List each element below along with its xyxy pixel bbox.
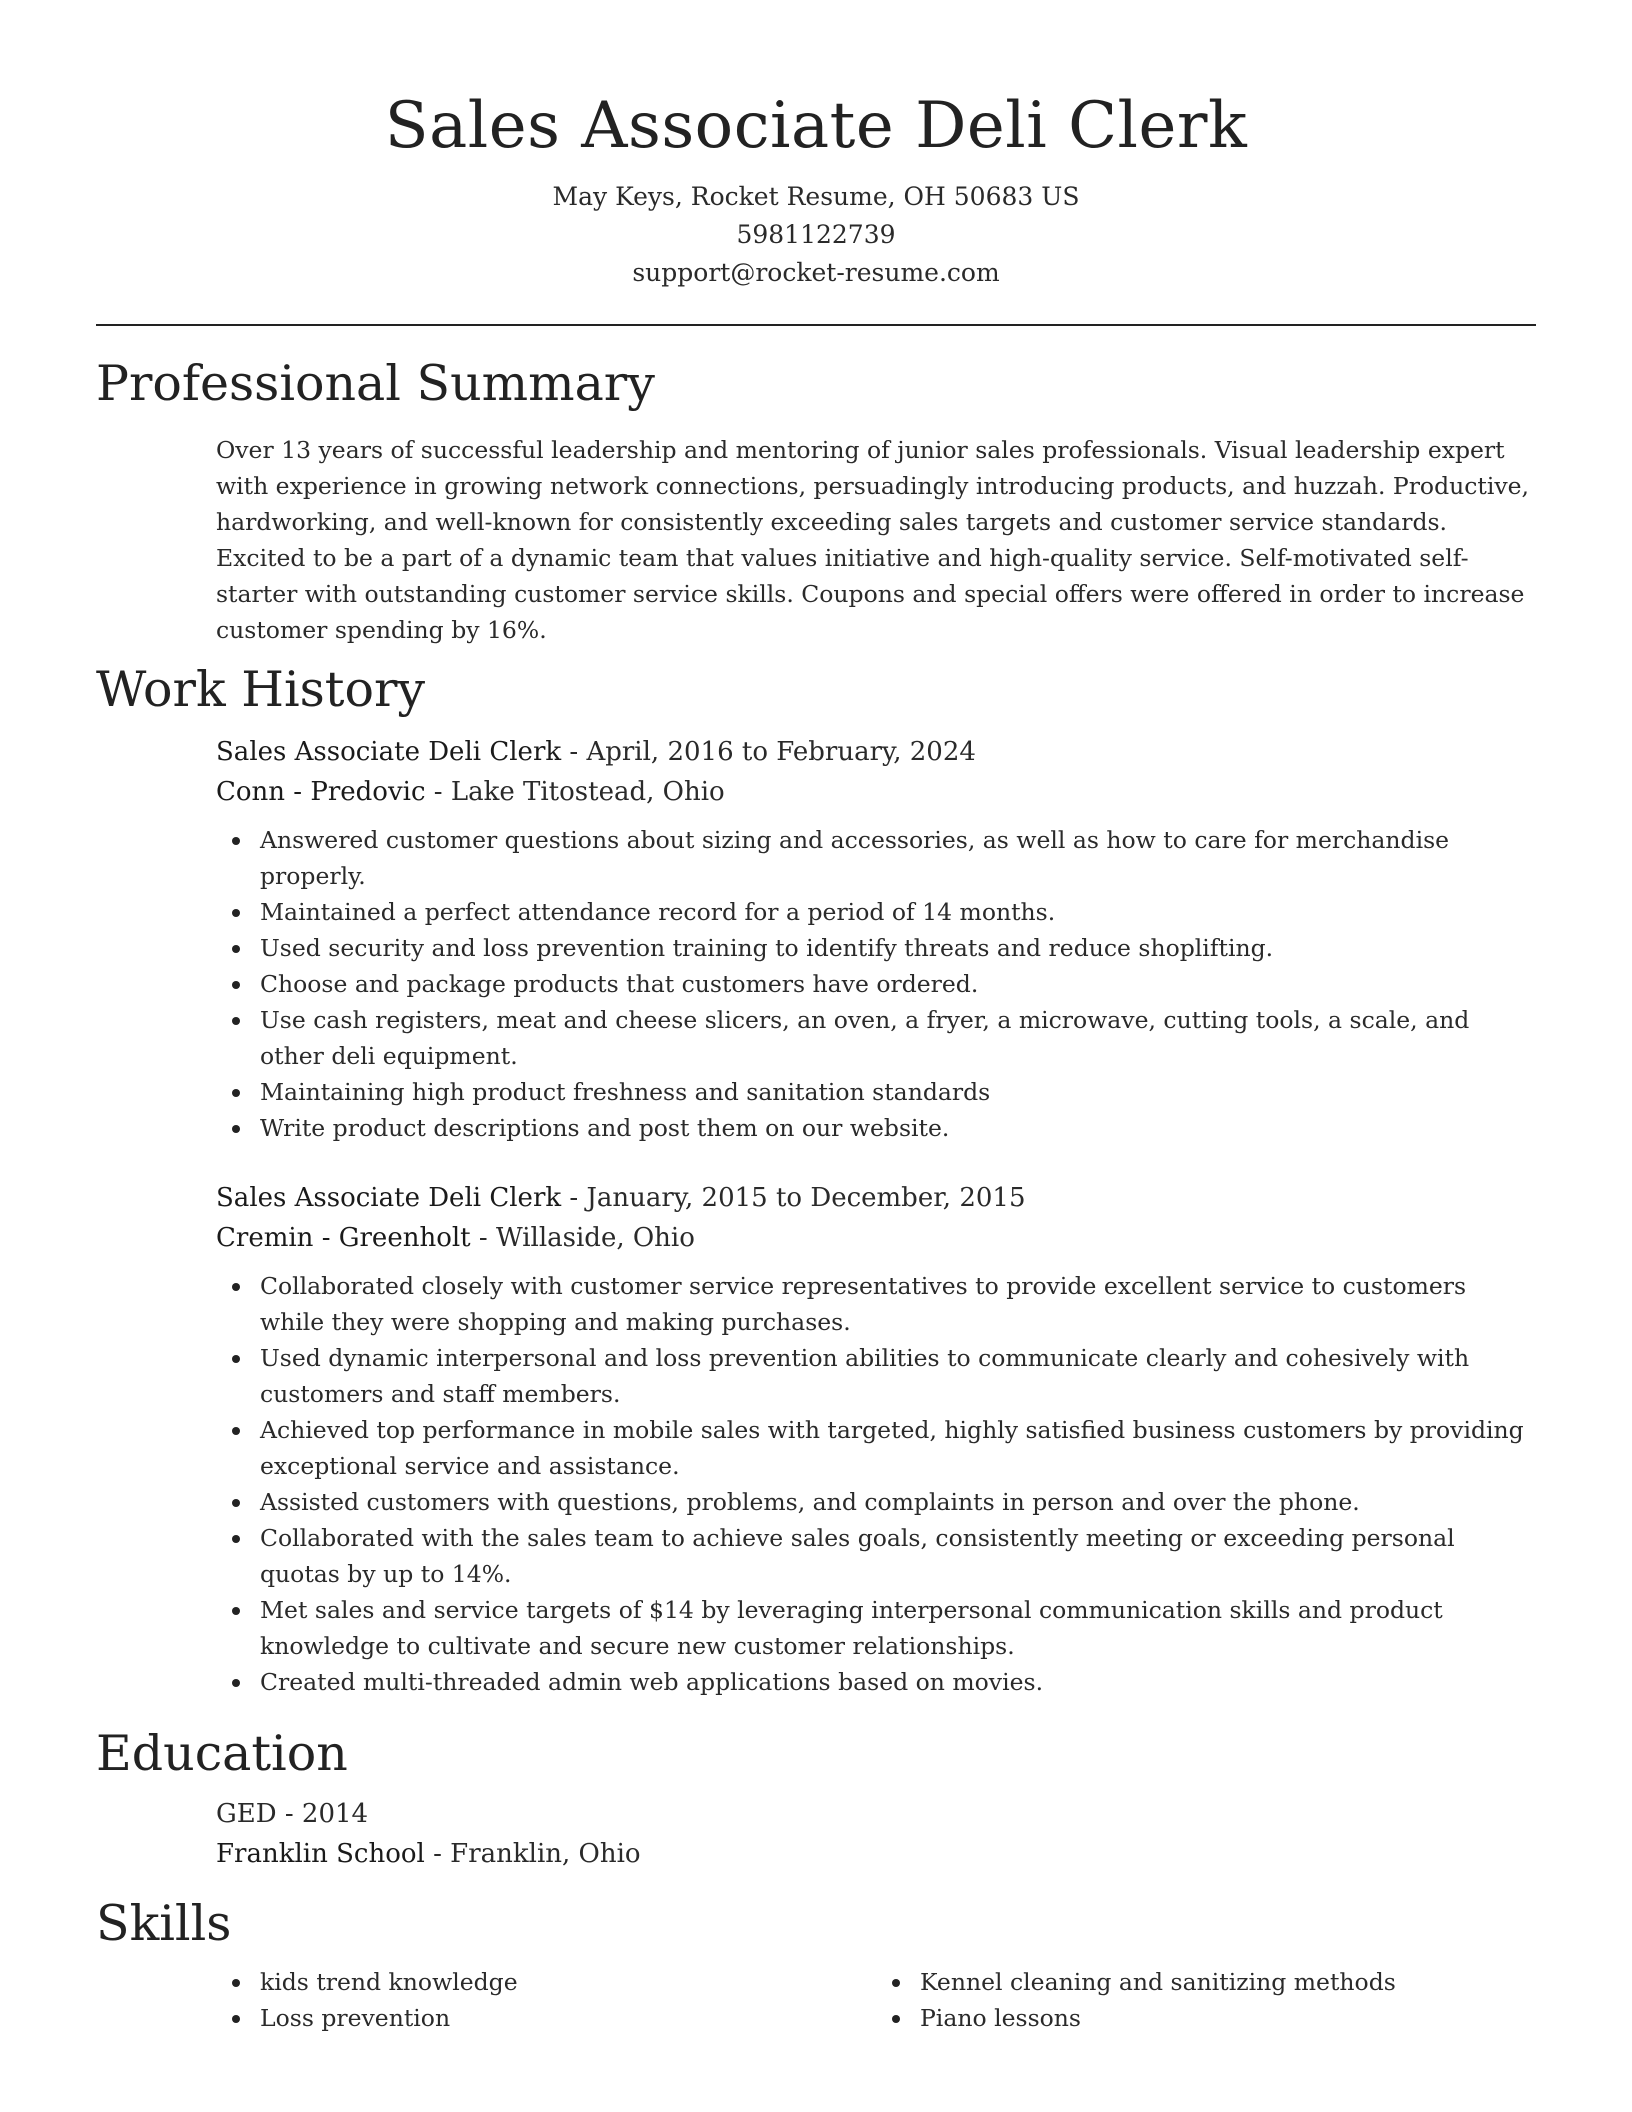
job-title: Sales Associate Deli Clerk [216, 737, 562, 767]
job-company: Conn - Predovic [216, 777, 426, 807]
list-item: Achieved top performance in mobile sales with targeted, highly satisfied business customers by providing exceptional service and assistance. [260, 1412, 1536, 1484]
education-section [96, 1724, 1536, 1874]
job-duties [216, 1268, 1536, 1700]
list-item: Maintaining high product freshness and sanitation standards [260, 1074, 1536, 1110]
work-history-section [96, 660, 1536, 1700]
school-name: Franklin School [216, 1839, 425, 1869]
skills-title: Skills [96, 1895, 232, 1952]
skills-section [96, 1894, 1536, 2036]
list-item: Assisted customers with questions, problems, and complaints in person and over the phone. [260, 1484, 1536, 1520]
school-location: - Franklin, Ohio [424, 1839, 641, 1869]
address: May Keys, Rocket Resume, OH 50683 US [552, 182, 1080, 211]
degree: GED - 2014 [216, 1799, 369, 1829]
header-divider [96, 324, 1536, 326]
skills-list-right [876, 1964, 1536, 2036]
email: support@rocket-resume.com [632, 258, 1000, 287]
list-item: Answered customer questions about sizing and accessories, as well as how to care for merchandise properly. [260, 822, 1536, 894]
list-item: Collaborated closely with customer service representatives to provide excellent service to customers while they were shopping and making purchases. [260, 1268, 1536, 1340]
summary-section [96, 354, 1536, 648]
job-company: Cremin - Greenholt [216, 1223, 471, 1253]
summary-title: Professional Summary [96, 355, 655, 412]
contact-info [96, 178, 1536, 292]
candidate-name: Sales Associate Deli Clerk [384, 89, 1248, 163]
list-item: Used dynamic interpersonal and loss prevention abilities to communicate clearly and cohesively with customers and staff members. [260, 1340, 1536, 1412]
list-item: Kennel cleaning and sanitizing methods [920, 1964, 1536, 2000]
job-location: - Lake Titostead, Ohio [425, 777, 725, 807]
list-item: Maintained a perfect attendance record for a period of 14 months. [260, 894, 1536, 930]
resume-page [96, 0, 1536, 2036]
list-item: Created multi-threaded admin web applications based on movies. [260, 1664, 1536, 1700]
list-item: Loss prevention [260, 2000, 876, 2036]
list-item: Used security and loss prevention training to identify threats and reduce shoplifting. [260, 930, 1536, 966]
job-entry [216, 1178, 1536, 1700]
list-item: kids trend knowledge [260, 1964, 876, 2000]
resume-header [96, 0, 1536, 292]
summary-text: Over 13 years of successful leadership and mentoring of junior sales professionals. Visual leadership expert with experience in growing network connections, persuadingly introducing products, and huzzah. Productive, hardworking, and well-known for consistently exceeding sales targets and customer service standards. Excited to be a part of a dynamic team that values initiative and high-quality service. Self-motivated self-starter with outstanding customer service skills. Coupons and special offers were offered in order to increase customer spending by 16%. [216, 436, 1530, 644]
work-history-title: Work History [96, 661, 426, 718]
job-title: Sales Associate Deli Clerk [216, 1183, 562, 1213]
education-title: Education [96, 1725, 348, 1782]
phone: 5981122739 [736, 220, 896, 249]
job-dates: - April, 2016 to February, 2024 [561, 737, 976, 767]
job-location: - Willaside, Ohio [470, 1223, 695, 1253]
job-dates: - January, 2015 to December, 2015 [561, 1183, 1026, 1213]
skills-list-left [216, 1964, 876, 2036]
list-item: Met sales and service targets of $14 by leveraging interpersonal communication skills and product knowledge to cultivate and secure new customer relationships. [260, 1592, 1536, 1664]
list-item: Write product descriptions and post them on our website. [260, 1110, 1536, 1146]
skills-columns [216, 1954, 1536, 2036]
list-item: Piano lessons [920, 2000, 1536, 2036]
list-item: Collaborated with the sales team to achieve sales goals, consistently meeting or exceeding personal quotas by up to 14%. [260, 1520, 1536, 1592]
list-item: Use cash registers, meat and cheese slicers, an oven, a fryer, a microwave, cutting tools, a scale, and other deli equipment. [260, 1002, 1536, 1074]
list-item: Choose and package products that customers have ordered. [260, 966, 1536, 1002]
job-duties [216, 822, 1536, 1146]
job-entry [216, 732, 1536, 1146]
